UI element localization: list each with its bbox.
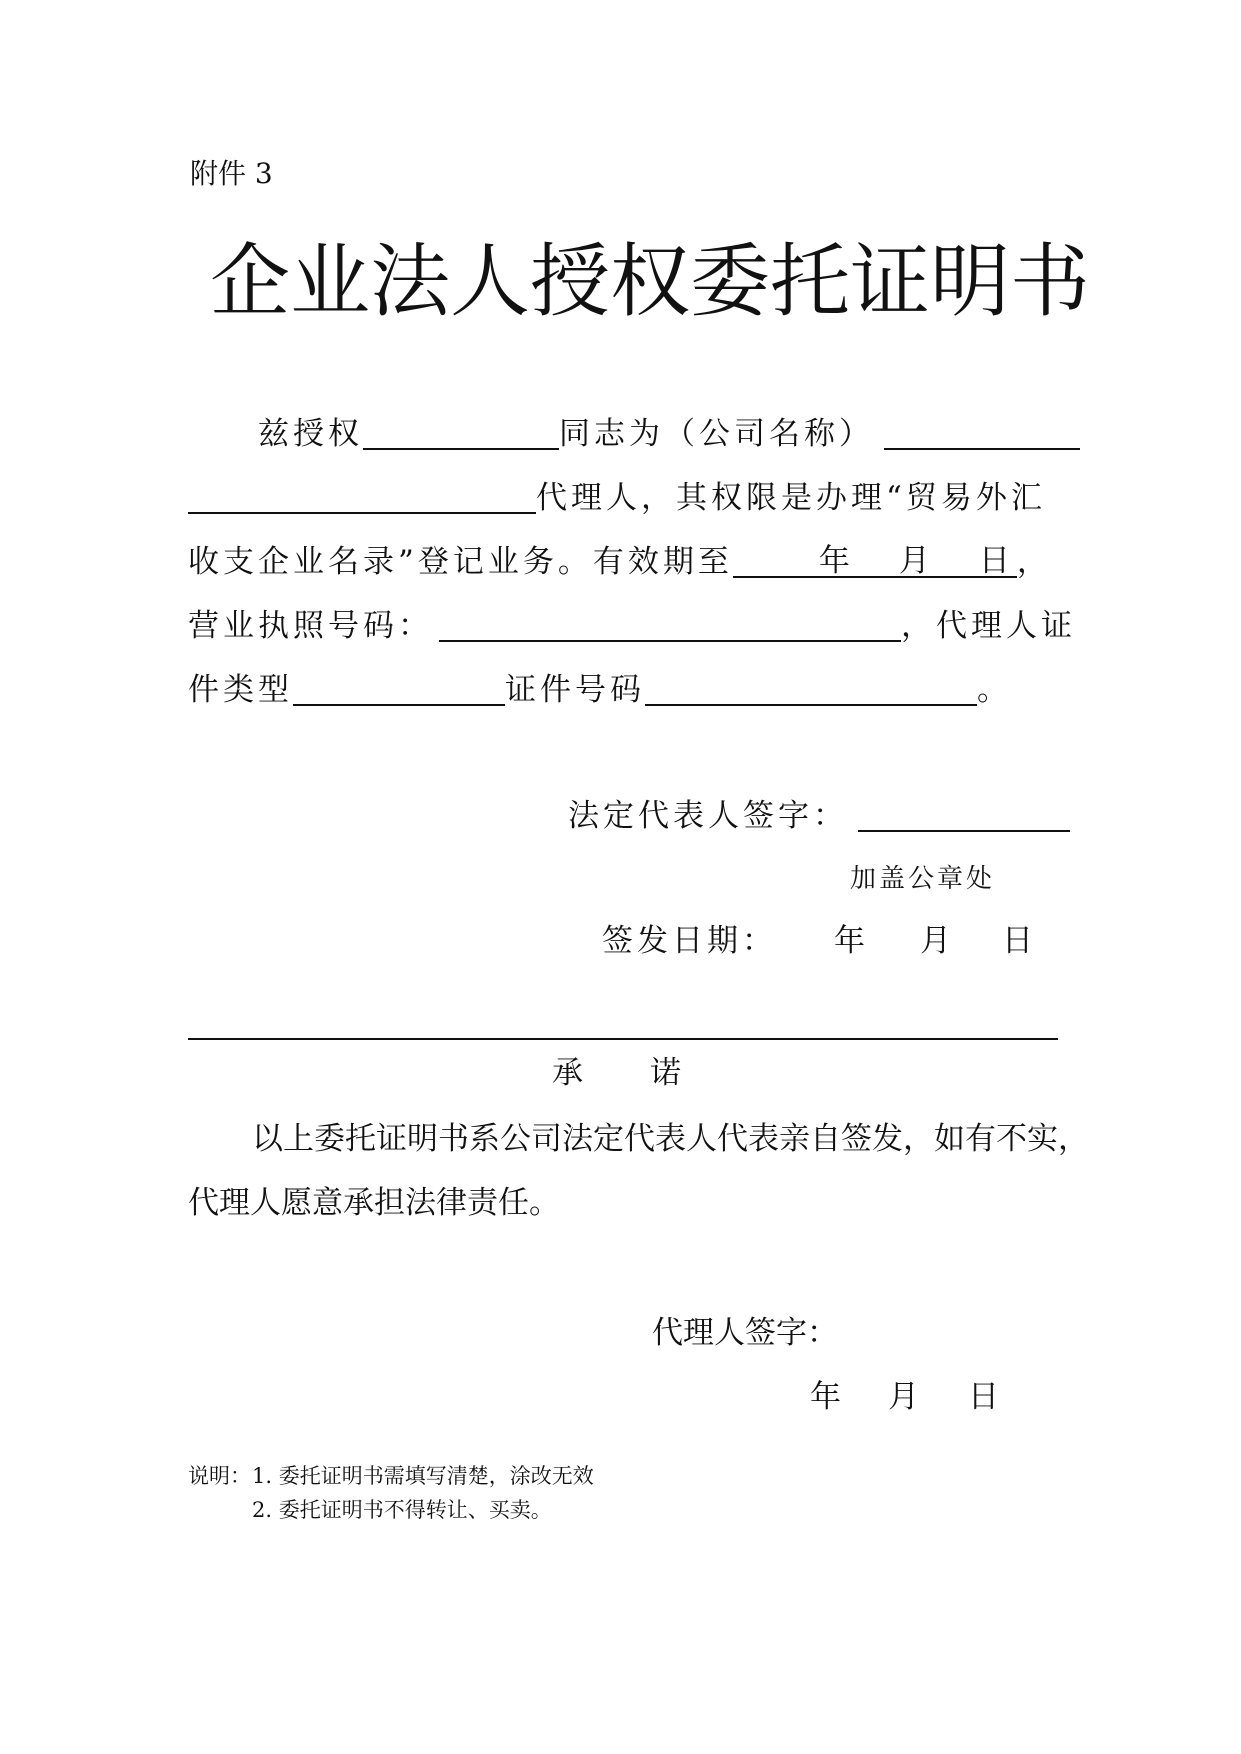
license-number-field[interactable]: [439, 610, 901, 642]
commitment-heading-char-2: 诺: [650, 1055, 685, 1091]
authorize-label: 兹授权: [258, 416, 363, 452]
issue-date-day: 日: [1002, 923, 1037, 959]
commitment-paragraph-line-2: 代理人愿意承担法律责任。: [188, 1185, 560, 1221]
legal-rep-signature-row: [568, 800, 1070, 832]
license-number-label: 营业执照号码：: [188, 608, 433, 644]
id-type-field[interactable]: [293, 674, 505, 706]
seal-area-label: 加盖公章处: [850, 864, 996, 894]
validity-month: 月: [898, 543, 934, 579]
commitment-paragraph-line-1: 以上委托证明书系公司法定代表人代表亲自签发，如有不实，: [252, 1121, 1089, 1157]
issue-date-month: 月: [920, 923, 955, 959]
agent-date-year: 年: [810, 1379, 841, 1415]
validity-text: 收支企业名录”登记业务。有效期至: [188, 544, 733, 580]
legal-rep-signature-label: 法定代表人签字：: [568, 798, 848, 834]
body-line-5: [188, 674, 1012, 706]
legal-rep-signature-field[interactable]: [858, 800, 1070, 832]
attachment-label: 附件 3: [190, 157, 273, 190]
page-title: 企业法人授权委托证明书: [210, 235, 1090, 328]
body-line-1: [258, 418, 1080, 450]
id-type-label: 件类型: [188, 672, 293, 708]
body-period: 。: [977, 672, 1012, 708]
note-1: 1. 委托证明书需填写清楚，涂改无效: [252, 1464, 594, 1488]
notes-prefix: 说明：: [188, 1464, 251, 1488]
company-name-field-continued[interactable]: [188, 482, 536, 514]
issue-date-year: 年: [834, 923, 869, 959]
note-2: 2. 委托证明书不得转让、买卖。: [252, 1498, 552, 1522]
id-number-label: 证件号码: [505, 672, 645, 708]
commitment-heading-char-1: 承: [552, 1055, 587, 1091]
validity-day: 日: [978, 543, 1014, 579]
agent-id-text: ，代理人证: [901, 608, 1076, 644]
id-number-field[interactable]: [645, 674, 977, 706]
validity-date-field[interactable]: [733, 543, 1017, 579]
agent-scope-text: 代理人，其权限是办理“贸易外汇: [536, 480, 1046, 516]
agent-signature-label: 代理人签字：: [652, 1315, 838, 1351]
company-name-field[interactable]: [884, 418, 1080, 450]
agent-date-month: 月: [888, 1379, 919, 1415]
validity-comma: ，: [1016, 544, 1052, 580]
validity-year: 年: [818, 543, 854, 579]
company-name-label: 同志为（公司名称）: [559, 416, 874, 452]
agent-name-field[interactable]: [363, 418, 559, 450]
body-line-2: [188, 482, 1046, 514]
body-line-4: [188, 610, 1076, 642]
issue-date-label: 签发日期：: [602, 923, 777, 959]
section-divider: [188, 1038, 1058, 1040]
agent-date-day: 日: [968, 1379, 999, 1415]
body-line-3: [188, 543, 1052, 580]
